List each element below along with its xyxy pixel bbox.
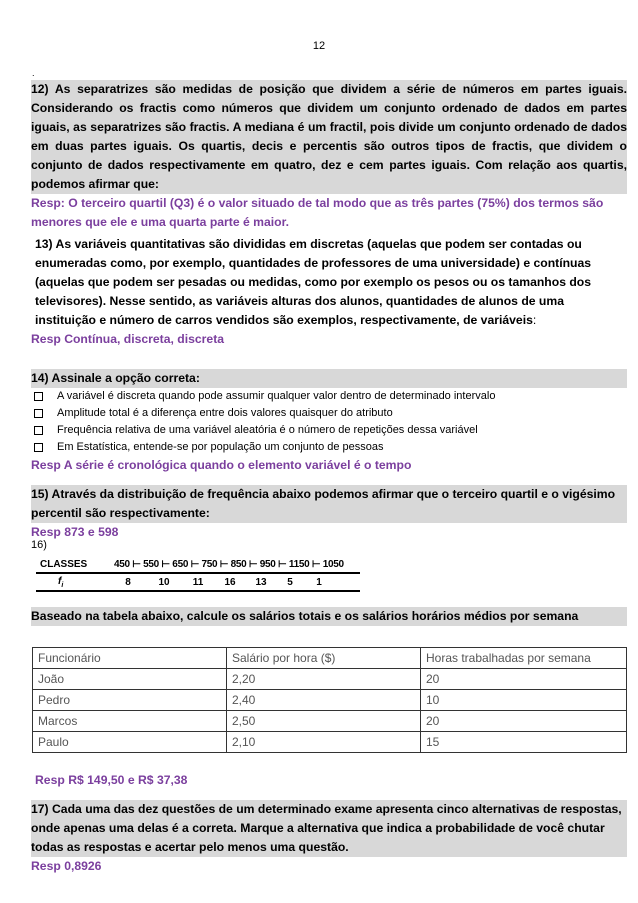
question-17-text: 17) Cada uma das dez questões de um determinado exame apresenta cinco alternativas de respostas, onde apenas uma delas é a correta. Marque a alternativa que indica a probabilidade de você chutar todas as respostas e acertar pelo menos uma questão. [31,800,627,857]
frequency-table [36,557,366,592]
option-2[interactable] [31,405,627,422]
page-number: 12 [312,40,326,52]
table-cell: 2,10 [227,732,421,753]
table-header: Salário por hora ($) [227,648,421,669]
checkbox-icon[interactable] [34,426,43,435]
fi-sub: i [61,581,64,589]
question-17-answer: Resp 0,8926 [31,859,102,873]
question-14 [31,369,627,475]
classes-values: 450 ⊢ 550 ⊢ 650 ⊢ 750 ⊢ 850 ⊢ 950 ⊢ 1150 ⊢ 1050 [114,559,344,570]
fi-label [36,576,110,589]
option-label: A variável é discreta quando pode assumir qualquer valor dentro de determinado intervalo [57,390,496,402]
question-16-label: 16) [31,539,47,551]
question-17 [31,800,627,876]
question-12-text: 12) As separatrizes são medidas de posição que dividem a série de números em partes iguais. Considerando os fractis como números que dividem um conjunto ordenado de dados em partes iguais, as separatrizes são fractis. A mediana é um fractil, pois divide um conjunto ordenado de dados em duas partes iguais. Os quartis, decis e percentis são outros tipos de fractis, que dividem o conjunto de dados respectivamente em quatro, dez e cem partes iguais. Com relação aos quartis, podemos afirmar que: [31,80,627,194]
question-13-body: 13) As variáveis quantitativas são divididas em discretas (aquelas que podem ser contadas ou enumeradas como, por exemplo, quantidades de professores de uma universidade) e contínuas (aquelas que podem ser pesadas ou medidas, como por exemplo os pesos ou os tamanhos dos televisores). Nesse sentido, as variáveis alturas dos alunos, quantidades de alunos de uma instituição e número de carros vendidos são exemplos, respectivamente, de variáveis [35,237,592,327]
option-3[interactable] [31,422,627,439]
table-row [33,669,627,690]
checkbox-icon[interactable] [34,409,43,418]
table-header-row [33,648,627,669]
question-16-text: Baseado na tabela abaixo, calcule os salários totais e os salários horários médios por semana [31,607,627,626]
salary-table-wrapper [32,647,627,753]
question-12 [31,80,627,232]
question-16-answer-block [31,771,631,790]
checkbox-icon[interactable] [34,392,43,401]
table-cell: 2,40 [227,690,421,711]
option-1[interactable] [31,388,627,405]
stray-dot: . [32,68,35,78]
table-header: Funcionário [33,648,227,669]
fi-value: 8 [125,576,131,588]
fi-value: 11 [192,576,204,588]
question-13-colon: : [532,313,537,327]
table-row [33,690,627,711]
option-label: Frequência relativa de uma variável aleatória é o número de repetições dessa variável [57,424,478,436]
option-label: Amplitude total é a diferença entre dois valores quaisquer do atributo [57,407,393,419]
checkbox-icon[interactable] [34,443,43,452]
table-cell: 20 [421,669,627,690]
table-cell: 20 [421,711,627,732]
question-13-answer: Resp Contínua, discreta, discreta [31,332,225,346]
table-cell: Marcos [33,711,227,732]
table-cell: João [33,669,227,690]
question-15-answer: Resp 873 e 598 [31,525,119,539]
question-15-text: 15) Através da distribuição de frequência abaixo podemos afirmar que o terceiro quartil e o vigésimo percentil são respectivamente: [31,485,627,523]
fi-letter: f [58,575,62,587]
table-row [33,711,627,732]
table-cell: Paulo [33,732,227,753]
fi-value: 13 [255,576,267,588]
table-cell: Pedro [33,690,227,711]
question-14-answer: Resp A série é cronológica quando o elemento variável é o tempo [31,458,412,472]
option-label: Em Estatística, entende-se por população um conjunto de pessoas [57,441,384,453]
table-cell: 2,50 [227,711,421,732]
question-14-title: 14) Assinale a opção correta: [31,369,627,388]
fi-value: 1 [316,576,322,588]
table-cell: 2,20 [227,669,421,690]
classes-label: CLASSES [40,559,88,570]
table-row [33,732,627,753]
option-4[interactable] [31,439,627,456]
table-cell: 10 [421,690,627,711]
question-13-text [31,235,627,330]
table-header: Horas trabalhadas por semana [421,648,627,669]
table-cell: 15 [421,732,627,753]
question-16-answer: Resp R$ 149,50 e R$ 37,38 [35,773,188,787]
fi-value: 10 [158,576,170,588]
fi-value: 5 [287,576,293,588]
salary-table [32,647,627,753]
question-16-text-block [31,607,627,626]
question-12-answer: Resp: O terceiro quartil (Q3) é o valor situado de tal modo que as três partes (75%) dos termos são menores que ele e uma quarta parte é maior. [31,196,604,229]
question-13 [31,235,627,349]
fi-value: 16 [224,576,236,588]
question-15 [31,485,627,542]
